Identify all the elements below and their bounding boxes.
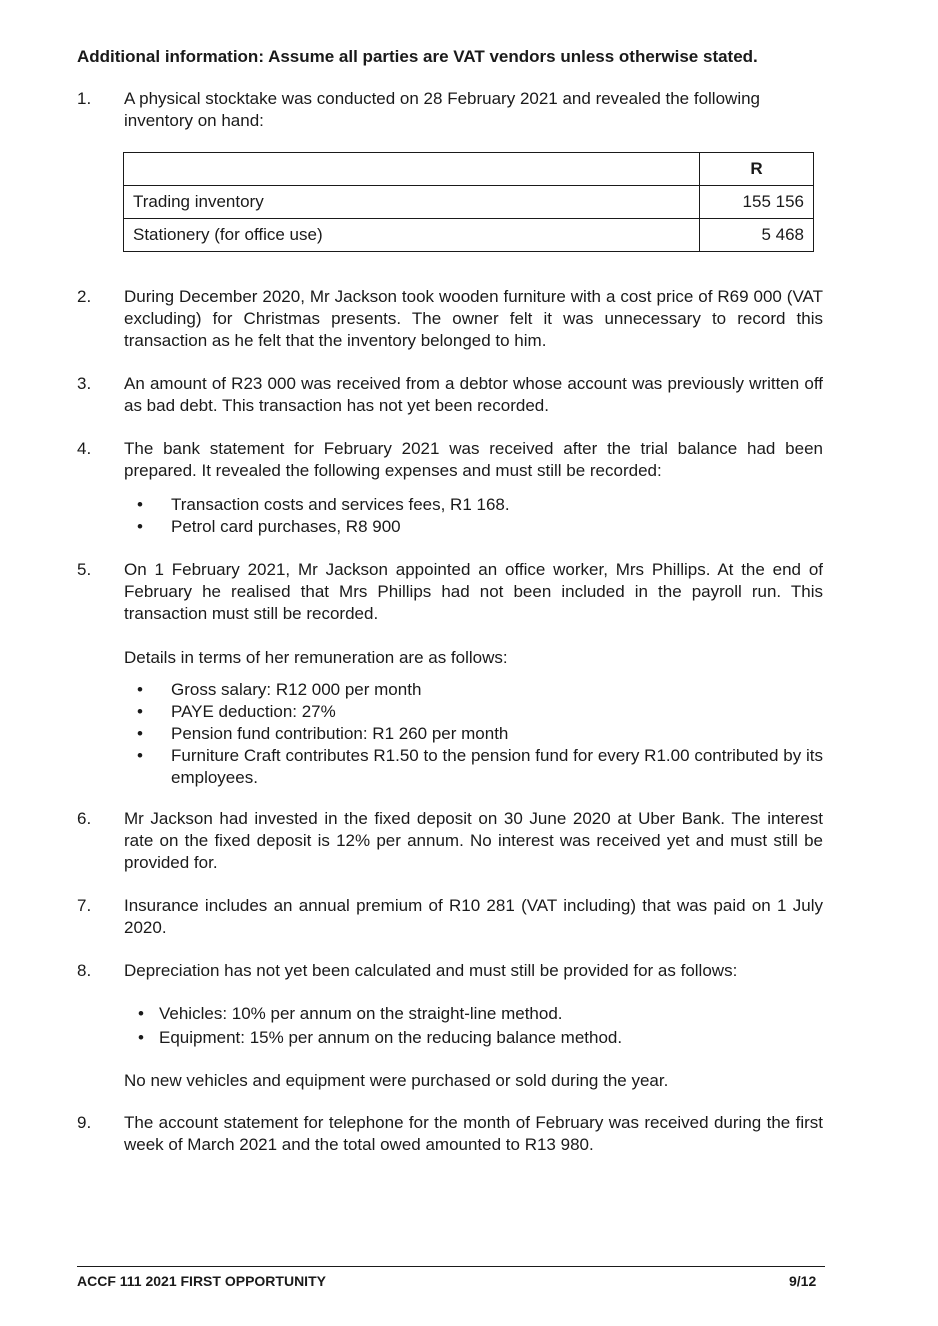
list-item: • Transaction costs and services fees, R1 168. <box>124 494 823 516</box>
item-text: A physical stocktake was conducted on 28 February 2021 and revealed the following inventory on hand: <box>124 89 761 130</box>
item-subtext: Details in terms of her remuneration are as follows: <box>124 648 508 667</box>
table-header-row <box>124 153 814 186</box>
item-number: 1. <box>77 89 92 108</box>
item-text: On 1 February 2021, Mr Jackson appointed an office worker, Mrs Phillips. At the end of February he realised that Mrs Phillips had not been included in the payroll run. This transaction must still be recorded. <box>124 560 823 623</box>
list-item: • Gross salary: R12 000 per month <box>124 679 823 701</box>
list-item: • Equipment: 15% per annum on the reducing balance method. <box>124 1027 823 1049</box>
item-text: An amount of R23 000 was received from a debtor whose account was previously written off as bad debt. This transaction has not yet been recorded. <box>124 374 823 415</box>
footer-course: ACCF 111 2021 FIRST OPPORTUNITY <box>77 1273 326 1289</box>
item-number: 4. <box>77 439 92 458</box>
table-row <box>124 219 814 252</box>
item-number: 3. <box>77 374 92 393</box>
item-text: The account statement for telephone for the month of February was received during the first week of March 2021 and the total owed amounted to R13 980. <box>124 1113 823 1154</box>
table-cell: Trading inventory <box>124 186 700 219</box>
item-text: During December 2020, Mr Jackson took wooden furniture with a cost price of R69 000 (VAT excluding) for Christmas presents. The owner felt it was unnecessary to record this transaction as he felt that the inventory belonged to him. <box>124 287 823 350</box>
item-text: Insurance includes an annual premium of R10 281 (VAT including) that was paid on 1 July 2020. <box>124 896 823 937</box>
list-item: • Vehicles: 10% per annum on the straight-line method. <box>124 1003 823 1025</box>
inventory-table <box>123 152 814 252</box>
item-number: 7. <box>77 896 92 915</box>
list-item: • PAYE deduction: 27% <box>124 701 823 723</box>
item-number: 2. <box>77 287 92 306</box>
bullet-list <box>124 1003 823 1049</box>
bullet-list <box>124 679 823 789</box>
item-text: The bank statement for February 2021 was received after the trial balance had been prepared. It revealed the following expenses and must still be recorded: <box>124 439 823 480</box>
bullet-list <box>124 494 823 538</box>
table-cell: Stationery (for office use) <box>124 219 700 252</box>
item-subtext: No new vehicles and equipment were purchased or sold during the year. <box>124 1071 669 1090</box>
list-item: • Petrol card purchases, R8 900 <box>124 516 823 538</box>
item-text: Mr Jackson had invested in the fixed deposit on 30 June 2020 at Uber Bank. The interest rate on the fixed deposit is 12% per annum. No interest was received yet and must still be provided for. <box>124 809 823 872</box>
item-number: 9. <box>77 1113 92 1132</box>
list-item: • Furniture Craft contributes R1.50 to the pension fund for every R1.00 contributed by its employees. <box>124 745 823 789</box>
table-row <box>124 186 814 219</box>
page-number: 9/12 <box>789 1273 817 1289</box>
table-cell: 5 468 <box>700 219 814 252</box>
footer-divider <box>77 1266 825 1267</box>
section-heading: Additional information: Assume all parties are VAT vendors unless otherwise stated. <box>77 47 758 66</box>
table-header-cell <box>124 153 700 186</box>
list-item: • Pension fund contribution: R1 260 per month <box>124 723 823 745</box>
item-number: 8. <box>77 961 92 980</box>
table-header-cell: R <box>700 153 814 186</box>
item-text: Depreciation has not yet been calculated and must still be provided for as follows: <box>124 961 738 980</box>
item-number: 6. <box>77 809 92 828</box>
table-cell: 155 156 <box>700 186 814 219</box>
item-number: 5. <box>77 560 92 579</box>
